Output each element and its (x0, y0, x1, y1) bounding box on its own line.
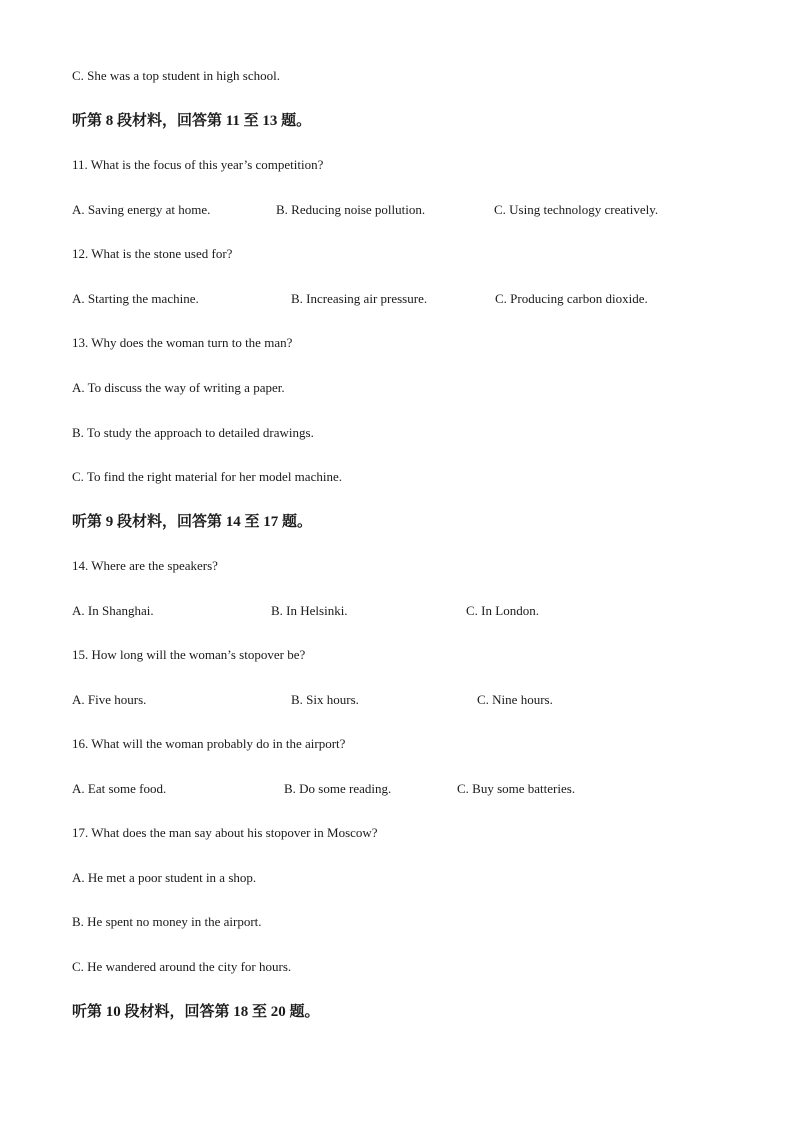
question-11-option-c: C. Using technology creatively. (494, 202, 659, 217)
question-11: 11. What is the focus of this year’s competition? (72, 157, 324, 172)
question-16-option-b: B. Do some reading. (284, 781, 392, 796)
question-14-option-a: A. In Shanghai. (72, 603, 154, 618)
question-17-option-b: B. He spent no money in the airport. (72, 914, 262, 929)
question-12-option-c: C. Producing carbon dioxide. (495, 291, 648, 306)
question-15: 15. How long will the woman’s stopover be? (72, 647, 306, 662)
section-heading-10: 听第 10 段材料，回答第 18 至 20 题。 (72, 1004, 320, 1020)
question-16-option-c: C. Buy some batteries. (457, 781, 576, 796)
question-16: 16. What will the woman probably do in the airport? (72, 736, 346, 751)
question-17-option-c: C. He wandered around the city for hours. (72, 959, 292, 974)
question-15-option-b: B. Six hours. (291, 692, 359, 707)
question-13: 13. Why does the woman turn to the man? (72, 335, 293, 350)
question-14-option-c: C. In London. (466, 603, 539, 618)
question-17-option-a: A. He met a poor student in a shop. (72, 870, 257, 885)
question-12-option-a: A. Starting the machine. (72, 291, 199, 306)
question-13-option-a: A. To discuss the way of writing a paper. (72, 380, 285, 395)
question-15-option-a: A. Five hours. (72, 692, 147, 707)
previous-option-c: C. She was a top student in high school. (72, 68, 280, 83)
question-14: 14. Where are the speakers? (72, 558, 218, 573)
question-15-option-c: C. Nine hours. (477, 692, 553, 707)
section-heading-9: 听第 9 段材料，回答第 14 至 17 题。 (72, 514, 313, 530)
question-12: 12. What is the stone used for? (72, 246, 233, 261)
question-14-option-b: B. In Helsinki. (271, 603, 348, 618)
section-heading-8: 听第 8 段材料，回答第 11 至 13 题。 (72, 113, 312, 129)
question-12-option-b: B. Increasing air pressure. (291, 291, 428, 306)
question-13-option-c: C. To find the right material for her model machine. (72, 469, 342, 484)
question-17: 17. What does the man say about his stopover in Moscow? (72, 825, 378, 840)
question-11-option-a: A. Saving energy at home. (72, 202, 211, 217)
question-13-option-b: B. To study the approach to detailed drawings. (72, 425, 314, 440)
question-11-option-b: B. Reducing noise pollution. (276, 202, 426, 217)
question-16-option-a: A. Eat some food. (72, 781, 167, 796)
